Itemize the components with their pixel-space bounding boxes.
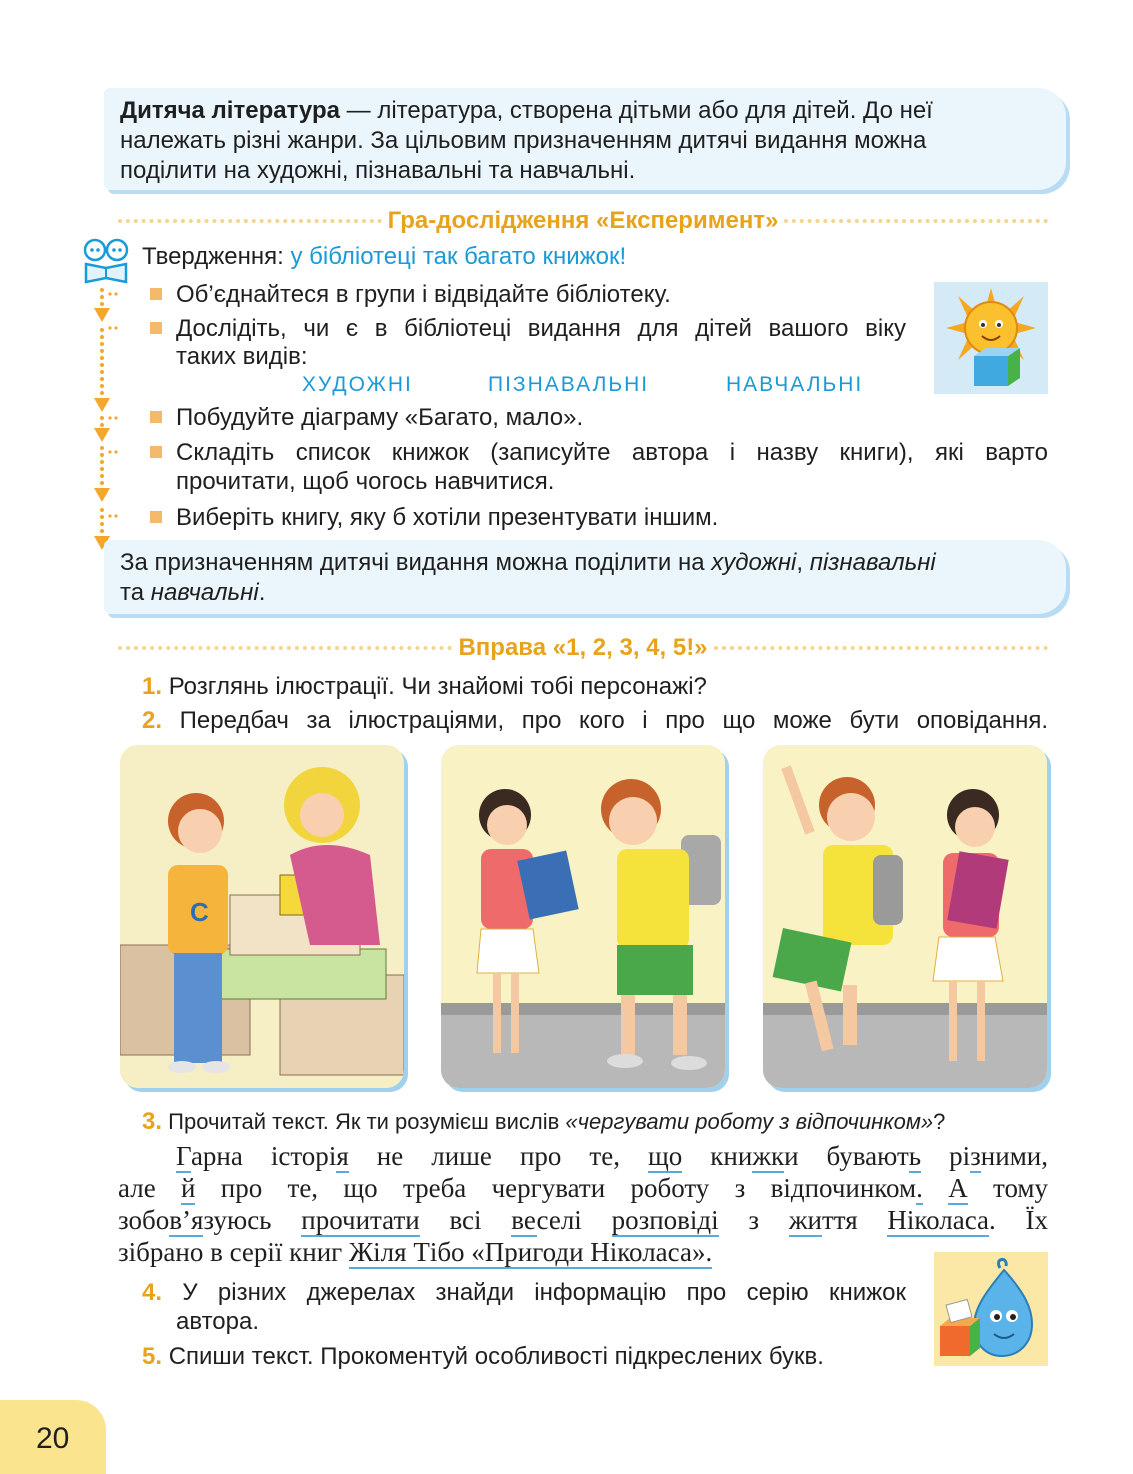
page-number-tab: [0, 1400, 106, 1474]
step-2-cont: таких видів:: [176, 343, 308, 370]
dotted-divider-left: [118, 219, 382, 223]
task-4: 4. У різних джерелах знайди інформацію про серію книжок: [142, 1279, 907, 1306]
definition-line-3: поділити на художні, пізнавальні та навчальні.: [120, 157, 636, 184]
task-3: 3. Прочитай текст. Як ти розумієш вислів «чергувати роботу з відпочинком»?: [142, 1108, 946, 1135]
bullet: [150, 446, 162, 458]
step-1: Об’єднайтеся в групи і відвідайте бібліотеку.: [176, 281, 671, 308]
task-1: 1. Розглянь ілюстрації. Чи знайомі тобі персонажі?: [142, 673, 707, 700]
conclusion-line-1: За призначенням дитячі видання можна поділити на художні, пізнавальні: [120, 549, 936, 576]
dotted-divider-left: [118, 646, 452, 650]
step-3: Побудуйте діаграму «Багато, мало».: [176, 404, 584, 431]
bullet: [150, 288, 162, 300]
story-line-2: але й про те, що треба чергувати роботу з відпочинком. А тому: [118, 1173, 1049, 1203]
definition-term: Дитяча література: [120, 97, 340, 124]
exercise-heading: Вправа «1, 2, 3, 4, 5!»: [458, 634, 708, 661]
flow-arrows: [90, 286, 126, 554]
illustration-girl-and-boy-books: [441, 745, 725, 1088]
droplet-character-illustration: [934, 1252, 1048, 1366]
svg-text:С: С: [190, 897, 209, 927]
task-4-cont: автора.: [176, 1308, 260, 1335]
story-line-1: Гарна історія не лише про те, що книжки бувають різними,: [176, 1141, 1048, 1171]
task-5: 5. Спиши текст. Прокоментуй особливості підкреслених букв.: [142, 1343, 824, 1370]
definition-line-1: Дитяча література — література, створена дітьми або для дітей. До неї: [120, 97, 933, 124]
step-4: Складіть список книжок (записуйте автора і назву книги), які варто: [176, 439, 1048, 466]
story-line-4: зібрано в серії книг Жіля Тібо «Пригоди Ніколаса».: [118, 1237, 713, 1267]
type-artistic: ХУДОЖНІ: [302, 373, 413, 396]
type-educational: НАВЧАЛЬНІ: [726, 373, 864, 396]
story-line-3: зобов’язуюсь прочитати всі веселі розповіді з життя Ніколаса. Їх: [118, 1205, 1049, 1235]
bullet: [150, 511, 162, 523]
bullet: [150, 322, 162, 334]
illustration-boy-and-mother: [120, 745, 404, 1088]
step-5: Виберіть книгу, яку б хотіли презентувати іншим.: [176, 504, 719, 531]
kids-reading-icon: [80, 238, 132, 284]
conclusion-box: [104, 540, 1066, 614]
page-number: 20: [36, 1422, 70, 1455]
sun-character-illustration: [934, 282, 1048, 394]
dotted-divider-right: [714, 646, 1048, 650]
illustration-boy-and-girl-walking: [763, 745, 1047, 1088]
statement: Твердження: у бібліотеці так багато книжок!: [142, 243, 627, 270]
dotted-divider-right: [784, 219, 1048, 223]
definition-line-2: належать різні жанри. За цільовим призначенням дитячі видання можна: [120, 127, 927, 154]
definition-box: [104, 88, 1066, 190]
step-4-cont: прочитати, щоб чогось навчитися.: [176, 468, 555, 495]
bullet: [150, 411, 162, 423]
game-heading-row: [118, 206, 1048, 236]
conclusion-line-2: та навчальні.: [120, 579, 266, 606]
task-2: 2. Передбач за ілюстраціями, про кого і про що може бути оповідання.: [142, 707, 1049, 734]
game-heading: Гра-дослідження «Експеримент»: [387, 207, 779, 234]
type-cognitive: ПІЗНАВАЛЬНІ: [488, 373, 650, 396]
step-2: Дослідіть, чи є в бібліотеці видання для дітей вашого віку: [176, 315, 906, 342]
exercise-heading-row: [118, 633, 1048, 663]
